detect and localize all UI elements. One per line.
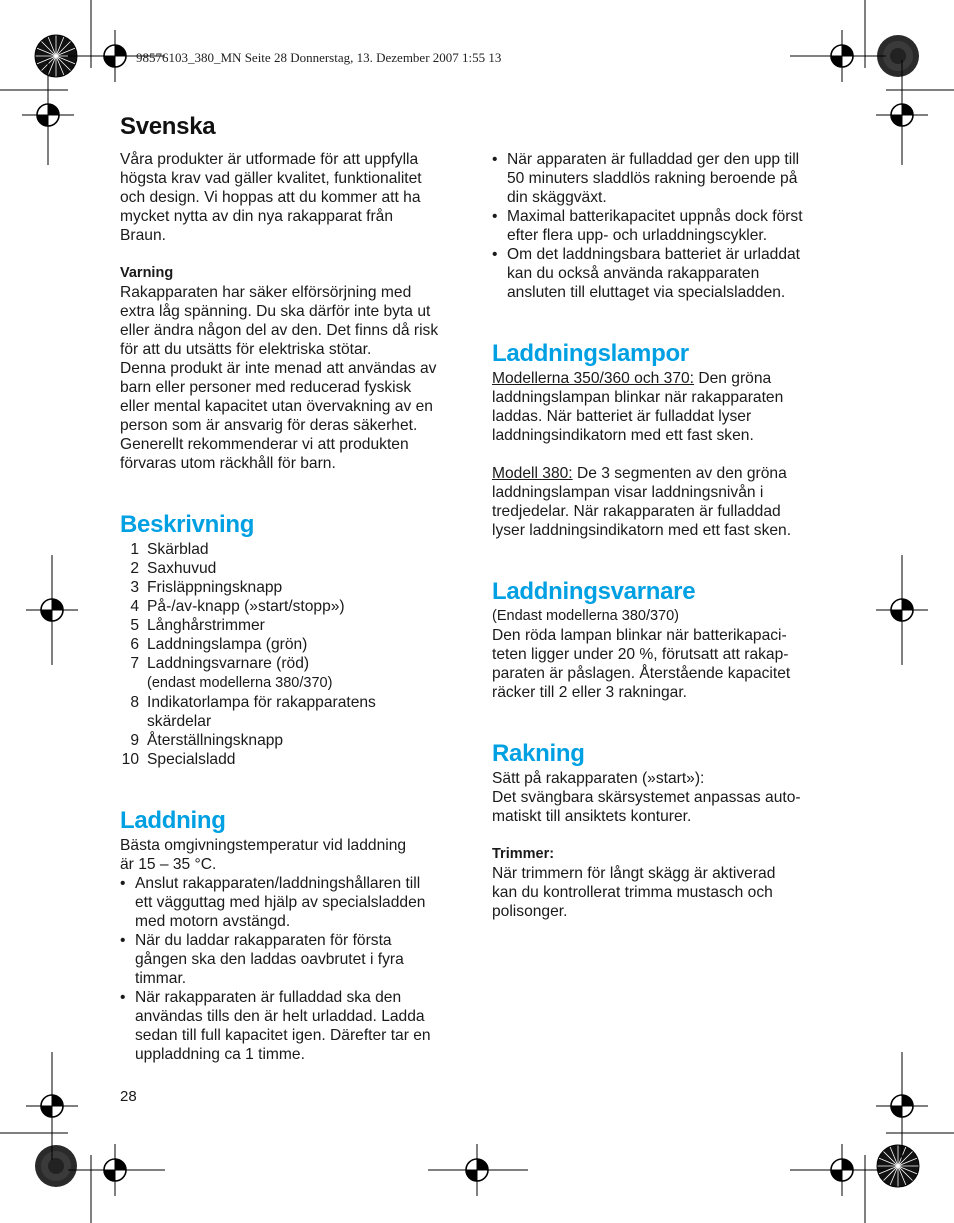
warner-note: (Endast modellerna 380/370): [492, 608, 680, 624]
list-item: 10 Specialsladd: [121, 751, 236, 768]
list-item: 1 Skärblad: [130, 541, 209, 558]
warning-paragraph: Rakapparaten har säker elförsörjning med extra låg spänning. Du ska därför inte byta ut eller ändra någon del av den. Det finns då risk för att du utsätts för elektriska stötar. Denna produkt är inte menad att användas av barn eller personer med reducerad fyskisk eller mental kapacitet utan övervakning av en person som är ansvarig för deras säkerhet. Generellt rekommenderar vi att produkten förvaras utom räckhåll för barn.: [120, 284, 439, 472]
charging-bullets-continued: [492, 150, 837, 302]
right-column: [492, 150, 837, 921]
left-column: [120, 113, 465, 1064]
trimmer-paragraph: När trimmern för långt skägg är aktiverad kan du kontrollerat trimma mustasch och polisonger.: [492, 865, 776, 920]
list-item: • Maximal batterikapacitet uppnås dock först efter flera upp- och urladdningscykler.: [492, 207, 837, 245]
list-item: 8 Indikatorlampa för rakapparatens skärdelar: [130, 694, 376, 730]
charging-intro: Bästa omgivningstemperatur vid laddning är 15 – 35 °C.: [120, 837, 407, 873]
language-title: Svenska: [120, 113, 216, 140]
lamps-paragraph-1: Modellerna 350/360 och 370: Den gröna laddningslampan blinkar när rakapparaten laddas. När batteriet är fulladdat lyser laddningsindikatorn med ett fast sken.: [492, 370, 784, 444]
list-item: 2 Saxhuvud: [130, 560, 217, 577]
page-number: 28: [120, 1088, 137, 1105]
lamps-paragraph-2: Modell 380: De 3 segmenten av den gröna laddningslampan visar laddningsnivån i tredjedelar. När rakapparaten är fulladdad lyser laddningsindikatorn med ett fast sken.: [492, 465, 792, 539]
list-item: • När rakapparaten är fulladdad ska den användas tills den är helt urladdad. Ladda sedan till full kapacitet igen. Därefter tar en uppladdning ca 1 timme.: [120, 988, 465, 1064]
list-item: • När apparaten är fulladdad ger den upp till 50 minuters sladdlös rakning beroende på din skäggväxt.: [492, 150, 837, 207]
shaving-paragraph: Sätt på rakapparaten (»start»): Det svängbara skärsystemet anpassas auto- matiskt till ansiktets konturer.: [492, 770, 801, 825]
charge-warner-heading: Laddningsvarnare: [492, 578, 696, 605]
list-item: 6 Laddningslampa (grön): [130, 636, 308, 653]
list-item: 7 Laddningsvarnare (röd) (endast modellerna 380/370): [130, 655, 333, 691]
charging-heading: Laddning: [120, 807, 226, 834]
list-item: • Anslut rakapparaten/laddningshållaren till ett vägguttag med hjälp av specialsladden med motorn avstängd.: [120, 874, 465, 931]
trimmer-label: Trimmer:: [492, 846, 555, 862]
parts-list: [120, 540, 465, 769]
print-slug-line: 98576103_380_MN Seite 28 Donnerstag, 13. Dezember 2007 1:55 13: [136, 50, 502, 65]
list-item: • Om det laddningsbara batteriet är urladdat kan du också använda rakapparaten ansluten till eluttaget via specialsladden.: [492, 245, 837, 302]
charging-bullets: [120, 874, 465, 1064]
list-item: 9 Återställningsknapp: [130, 732, 284, 749]
list-item: 5 Långhårstrimmer: [130, 617, 265, 634]
list-item: 4 På-/av-knapp (»start/stopp»): [130, 598, 345, 615]
warner-paragraph: Den röda lampan blinkar när batterikapaci- teten ligger under 20 %, förutsatt att rakap- paraten är påslagen. Återstående kapacitet räcker till 2 eller 3 rakningar.: [492, 627, 791, 701]
description-heading: Beskrivning: [120, 511, 255, 538]
intro-paragraph: Våra produkter är utformade för att uppfylla högsta krav vad gäller kvalitet, funktionalitet och design. Vi hoppas att du kommer att ha mycket nytta av din nya rakapparat från Braun.: [120, 151, 422, 244]
warning-label: Varning: [120, 265, 174, 281]
shaving-heading: Rakning: [492, 740, 585, 767]
charging-lamps-heading: Laddningslampor: [492, 340, 689, 367]
list-item: • När du laddar rakapparaten för första gången ska den laddas oavbrutet i fyra timmar.: [120, 931, 465, 988]
list-item: 3 Frisläppningsknapp: [130, 579, 283, 596]
